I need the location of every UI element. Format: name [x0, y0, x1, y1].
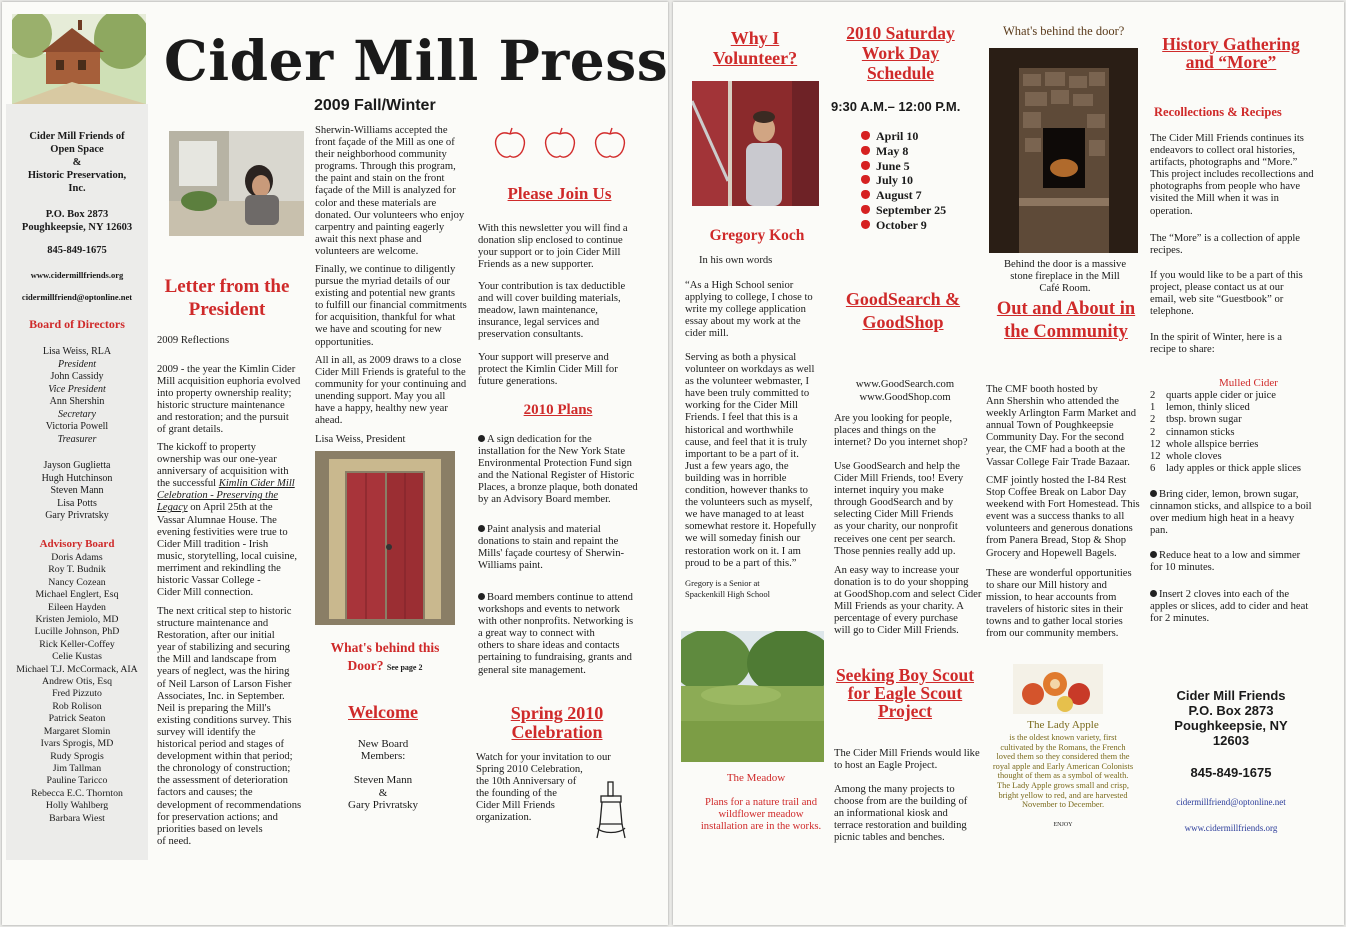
apple-bullet-icon: [478, 435, 485, 442]
ingredient-row: [1150, 427, 1301, 439]
cider-press-icon: [594, 780, 628, 840]
ingredient-qty: 2: [1150, 390, 1156, 401]
advisory-member: Fred Pizzuto: [52, 688, 102, 700]
page-right: [673, 2, 1344, 925]
advisory-member: Kristen Jemiolo, MD: [35, 614, 119, 626]
board-members-list: [6, 460, 148, 523]
plans-item-3: [478, 592, 633, 677]
org-name: [6, 130, 148, 195]
letter-title: Letter from the President: [164, 276, 290, 320]
board-member: Lisa Potts: [57, 497, 97, 509]
goodsearch-link[interactable]: www.GoodSearch.com: [855, 379, 955, 390]
welcome-line: Steven Mann: [353, 774, 413, 787]
advisory-member: Nancy Cozean: [48, 576, 106, 588]
advisory-member: Jim Tallman: [52, 762, 102, 774]
volunteer-note: Gregory is a Senior at Spackenkill High School: [685, 578, 770, 599]
contact-phone: 845-849-1675: [1190, 765, 1272, 780]
advisory-member: Eileen Hayden: [48, 601, 106, 613]
board-member: Steven Mann: [50, 485, 104, 496]
letter-col2-p2: Finally, we continue to diligently pursue the myriad details of our existing and potential new grants to fulfill our financial commitments for acquisition, thankful for what we have and scouting for new opportunities.: [315, 264, 467, 348]
schedule-date: [861, 188, 946, 203]
board-name: Victoria Powell: [45, 421, 109, 432]
red-apple-icon: [861, 220, 870, 229]
history-p3: If you would like to be a part of this project, please contact us at our email, web site “Guestbook” or telephone.: [1150, 270, 1303, 318]
sidebar: [6, 104, 148, 860]
apple-bullet-icon: [1150, 590, 1157, 597]
schedule-time: 9:30 A.M.– 12:00 P.M.: [831, 99, 961, 114]
ingredient-item: tbsp. brown sugar: [1166, 414, 1242, 426]
ingredient-row: [1150, 463, 1301, 475]
schedule-date-text: July 10: [876, 173, 914, 188]
plans-item-2: [478, 524, 624, 572]
welcome-line: Members:: [360, 750, 406, 763]
welcome-line: &: [378, 786, 388, 799]
volunteer-p1: “As a High School senior applying to college, I chose to write my college application essay about my work at the cider mill.: [685, 280, 813, 340]
board-role: President: [58, 358, 96, 370]
board-member: Jayson Guglietta: [43, 460, 111, 471]
goodshop-link[interactable]: www.GoodShop.com: [859, 391, 951, 403]
ingredient-item: whole cloves: [1166, 451, 1222, 463]
schedule-date: [861, 203, 946, 218]
schedule-date: [861, 144, 946, 159]
board-role: Vice President: [48, 383, 106, 395]
ingredient-qty: 6: [1150, 463, 1156, 475]
boyscout-p2: Among the many projects to choose from are the building of an informational kiosk and terrace restoration and building picnic tables and benches.: [834, 784, 968, 844]
red-apple-icon: [861, 131, 870, 140]
schedule-date: [861, 159, 946, 174]
advisory-member: Ivars Sprogis, MD: [40, 738, 114, 750]
door-heading: What's behind the door?: [1003, 24, 1125, 38]
welcome-line: New Board: [357, 738, 409, 750]
goodsearch-urls: [833, 379, 977, 404]
ingredient-item: lady apples or thick apple slices: [1166, 463, 1302, 475]
goodsearch-p2: Use GoodSearch and help the Cider Mill Friends, too! Every internet inquiry you make through GoodSearch and by selecting Cider Mill Friends as your charity, our nonprofit receives one cent per search. Those pennies really add up.: [834, 461, 964, 557]
history-subtitle: Recollections & Recipes: [1154, 105, 1282, 119]
plans-title: 2010 Plans: [523, 402, 593, 418]
spring-body: Watch for your invitation to our Spring 2010 Celebration, the 10th Anniversary of the founding of the Cider Mill Friends organization.: [476, 752, 611, 824]
masthead-title: Cider Mill Press: [164, 28, 668, 93]
ingredient-item: quarts apple cider or juice: [1166, 390, 1277, 401]
ingredient-item: cinnamon sticks: [1166, 426, 1235, 438]
welcome-body: [322, 738, 444, 811]
letter-p3: The next critical step to historic structure maintenance and Restoration, after our initial year of stabilizing and securing the Mill and landscape from years of neglect, was the hiring of Neil Larson of Larson Fisher Associates, Inc. in September. Neil is preparing the Mill's existing conditions survey. This survey will identify the historical period and stages of development within that period; the chronology of construction; the assessment of deterioration factors and causes; the development of recommendations for preservation actions; and priorities based on levels of need.: [157, 606, 302, 847]
advisory-member: Doris Adams: [51, 552, 103, 563]
door-caption: Behind the door is a massive stone fireplace in the Mill Café Room.: [1003, 259, 1127, 295]
community-title-text: Out and About in the Community: [996, 299, 1136, 342]
letter-signature: Lisa Weiss, President: [315, 434, 406, 445]
history-p2: The “More” is a collection of apple recipes.: [1150, 233, 1301, 257]
history-p1: The Cider Mill Friends continues its endeavors to collect oral histories, artifacts, photographs and “More.” This project includes recollections and photographs from people who have visited the Mill when it was in operation.: [1150, 133, 1314, 217]
contact-line: 12603: [1212, 733, 1250, 748]
letter-p2-text: on April 25th at the Vassar Alumnae House. The evening festivities were true to Cider Mill tradition - Irish music, storytelling, local cuisine, merriment and rekindling the historic Vassar College - Cider Mill connection.: [157, 502, 298, 599]
volunteer-title: Why I Volunteer?: [712, 28, 798, 68]
apple-bullet-icon: [1150, 551, 1157, 558]
apple-bullet-icon: [478, 593, 485, 600]
board-member: Gary Privratsky: [45, 510, 109, 521]
volunteer-p2: Serving as both a physical volunteer on workdays as well as the volunteer webmaster, I have been truly committed to working for the Cider Mill Friends. I feel that this is a historical and worthwhile cause, and feel that it is truly important to be a part of it. Just a few years ago, the building was in horrible condition, however thanks to the volunteers such as myself, we have managed to at least somewhat restore it. Hopefully we will someday finish our restoration work on it. I am proud to be a part of this.”: [685, 352, 817, 569]
plans-item-text: Paint analysis and material donations to stain and repaint the Mills' façade courtesy of Sherwin- Williams paint.: [478, 524, 625, 572]
advisory-list: [6, 552, 148, 825]
meadow-caption: Plans for a nature trail and wildflower meadow installation are in the works.: [700, 797, 822, 833]
board-title: Board of Directors: [29, 317, 125, 331]
join-p3: Your support will preserve and protect the Kimlin Cider Mill for future generations.: [478, 352, 618, 388]
recipe-ingredients: [1150, 390, 1301, 475]
advisory-member: Margaret Slomin: [43, 725, 111, 737]
lady-apple-body: is the oldest known variety, first cultivated by the Romans, the French loved them so they considered them the royal apple and Early American Colonists thought of them as a symbol of wealth. The Lady Apple grows small and crisp, bright yellow to red, and are harvested November to December.: [992, 733, 1134, 810]
welcome-title: Welcome: [348, 702, 418, 722]
advisory-member: Michael Englert, Esq: [35, 589, 119, 601]
org-line: Cider Mill Friends of: [29, 131, 125, 142]
recipe-step-2: [1150, 550, 1300, 574]
schedule-date-text: April 10: [876, 129, 919, 143]
mill-painting-image: [12, 14, 146, 104]
advisory-member: Lucille Johnson, PhD: [34, 626, 120, 638]
recipe-step-1: [1150, 489, 1312, 537]
schedule-date-text: September 25: [876, 202, 947, 217]
goodsearch-p3: An easy way to increase your donation is to do your shopping at GoodShop.com and select Cider Mill Friends as your charity. A percentage of every purchase will go to Cider Mill Friends.: [834, 565, 982, 637]
volunteer-name: Gregory Koch: [709, 227, 805, 244]
advisory-member: Rob Rolison: [52, 700, 102, 712]
advisory-member: Pauline Taricco: [46, 775, 108, 787]
community-p3: These are wonderful opportunities to share our Mill history and mission, to hear accounts from travelers of historic sites in their towns and to gather local stories from our community members.: [986, 568, 1132, 640]
recipe-step-text: Insert 2 cloves into each of the apples or slices, add to cider and heat for 2 minutes.: [1150, 589, 1309, 625]
fireplace-photo: [989, 48, 1138, 253]
door-teaser: [314, 639, 456, 677]
sidebar-email[interactable]: cidermillfriend@optonline.net: [21, 292, 133, 302]
recipe-step-text: Bring cider, lemon, brown sugar, cinnamon sticks, and allspice to a boil over medium high heat in a heavy pan.: [1150, 489, 1312, 537]
address-line: P.O. Box 2873: [45, 209, 109, 220]
page-left: [2, 2, 668, 925]
address-line: Poughkeepsie, NY 12603: [21, 222, 133, 233]
board-name: Lisa Weiss, RLA: [42, 346, 112, 357]
red-apple-icon: [861, 161, 870, 170]
contact-email[interactable]: cidermillfriend@optonline.net: [1176, 797, 1286, 807]
meadow-title: The Meadow: [726, 772, 786, 784]
contact-line: Cider Mill Friends: [1176, 688, 1286, 703]
org-line: Inc.: [68, 183, 86, 194]
board-member: Hugh Hutchinson: [41, 472, 113, 484]
advisory-member: Roy T. Budnik: [48, 564, 106, 576]
schedule-date-text: August 7: [876, 188, 922, 203]
advisory-member: Celie Kustas: [52, 651, 102, 663]
goodsearch-p1: Are you looking for people, places and things on the internet? Do you internet shop?: [834, 413, 968, 449]
board-role: Treasurer: [57, 433, 97, 445]
schedule-date: [861, 129, 946, 144]
red-apple-icon: [861, 175, 870, 184]
history-title: History Gathering and “More”: [1162, 34, 1300, 72]
history-p4: In the spirit of Winter, here is a recipe to share:: [1150, 332, 1282, 356]
advisory-member: Rudy Sprogis: [50, 750, 104, 762]
plans-item-text: A sign dedication for the installation for the New York State Environmental Protection Fund sign and the National Register of Historic Places, a bronze plaque, both donated by an Advisory Board member.: [478, 434, 638, 506]
schedule-date-text: May 8: [876, 143, 909, 158]
lady-apple-enjoy: ENJOY: [1053, 822, 1073, 828]
apple-icons: [492, 126, 632, 160]
contact-line: Poughkeepsie, NY: [1174, 718, 1288, 733]
ingredient-row: [1150, 402, 1301, 414]
community-p2: CMF jointly hosted the I-84 Rest Stop Coffee Break on Labor Day weekend with Fort Homestead. This event was a success thanks to all volunteers and generous donations from Panera Bread, Stop & Shop Grocery and Hopewell Bagels.: [986, 475, 1140, 559]
letter-col2-p3: All in all, as 2009 draws to a close Cider Mill Friends is grateful to the community for your continuing and unending support. May you all have a happy, healthy new year ahead.: [315, 355, 467, 427]
letter-event-name: Kimlin Cider Mill Celebration - Preserving the Legacy: [157, 478, 295, 514]
meadow-photo: [681, 631, 824, 762]
ingredient-qty: 2: [1150, 414, 1156, 426]
board-list: [6, 346, 148, 446]
spacer: [322, 762, 444, 774]
board-role: Secretary: [58, 408, 96, 420]
join-p1: With this newsletter you will find a donation slip enclosed to continue your support or to join Cider Mill Friends as a new supporter.: [478, 223, 628, 271]
sidebar-website[interactable]: www.cidermillfriends.org: [30, 270, 124, 280]
red-apple-icon: [861, 205, 870, 214]
schedule-date-text: June 5: [876, 158, 910, 173]
org-line: &: [72, 157, 82, 168]
red-apple-icon: [861, 146, 870, 155]
schedule-date: [861, 173, 946, 188]
advisory-member: Barbara Wiest: [49, 812, 105, 824]
spring-title: Spring 2010 Celebration: [510, 703, 604, 742]
lady-apple-title: The Lady Apple: [1027, 719, 1099, 731]
org-line: Historic Preservation,: [27, 170, 127, 181]
schedule-list: [861, 129, 946, 233]
goodsearch-title: GoodSearch & GoodShop: [845, 289, 961, 332]
org-line: Open Space: [50, 144, 104, 155]
ingredient-row: [1150, 390, 1301, 402]
boyscout-p1: The Cider Mill Friends would like to host an Eagle Project.: [834, 748, 980, 772]
board-name: John Cassidy: [50, 371, 104, 382]
ingredient-qty: 12: [1150, 451, 1161, 463]
advisory-member: Andrew Otis, Esq: [42, 676, 112, 688]
plans-item-1: [478, 434, 638, 507]
recipe-step-3: [1150, 589, 1308, 625]
advisory-member: Patrick Seaton: [48, 713, 106, 725]
ingredient-row: [1150, 414, 1301, 426]
contact-website[interactable]: www.cidermillfriends.org: [1184, 823, 1278, 833]
welcome-line: Gary Privratsky: [348, 798, 418, 811]
letter-p2-text: The kickoff to property ownership was our one-year anniversary of acquisition with the successful: [157, 442, 289, 490]
advisory-member: Rick Keller-Coffey: [39, 638, 115, 650]
ingredient-item: lemon, thinly sliced: [1166, 402, 1250, 414]
issue-date: 2009 Fall/Winter: [314, 97, 436, 114]
apple-bullet-icon: [1150, 490, 1157, 497]
red-door-photo: [315, 451, 455, 625]
letter-subhead: 2009 Reflections: [157, 335, 230, 346]
ingredient-row: [1150, 439, 1301, 451]
advisory-member: Holly Wahlberg: [45, 800, 109, 812]
ingredient-qty: 1: [1150, 402, 1156, 414]
board-name: Ann Shershin: [49, 396, 105, 407]
volunteer-photo: [692, 81, 819, 206]
ingredient-qty: 12: [1150, 438, 1161, 450]
join-p2: Your contribution is tax deductible and will cover building materials, meadow, lawn maintenance, insurance, legal services and preservation consultants.: [478, 281, 626, 341]
ingredient-qty: 2: [1150, 426, 1156, 438]
plans-item-text: Board members continue to attend workshops and events to network with other nonprofits. Networking is a great way to connect with others to share ideas and contacts pertaining to fundraising, grants and general site management.: [478, 592, 634, 676]
volunteer-intro: In his own words: [699, 255, 773, 266]
door-teaser-see-page[interactable]: See page 2: [386, 663, 423, 672]
recipe-title: Mulled Cider: [1219, 377, 1278, 389]
contact-line: P.O. Box 2873: [1188, 703, 1274, 718]
letter-col2-p1: Sherwin-Williams accepted the front façade of the Mill as one of their neighborhood community programs. Through this program, the paint and stain on the front façade of the Mill is analyzed for color and these materials are donated. Our volunteers who enjoy carpentry and painting eagerly await this next phase and volunteers are welcome.: [315, 125, 465, 257]
recipe-step-text: Reduce heat to a low and simmer for 10 minutes.: [1150, 550, 1301, 574]
schedule-date: [861, 218, 946, 233]
letter-p1: 2009 - the year the Kimlin Cider Mill acquisition euphoria evolved into property ownership reality; historic structure maintenance and restoration; and the pursuit of grant details.: [157, 364, 301, 436]
advisory-title: Advisory Board: [39, 538, 115, 550]
president-photo: [169, 131, 304, 236]
ingredient-item: whole allspice berries: [1166, 438, 1259, 450]
letter-p2: [157, 442, 297, 599]
community-title: [983, 298, 1149, 344]
advisory-member: Rebecca E.C. Thornton: [31, 787, 123, 799]
community-p1: The CMF booth hosted by Ann Shershin who attended the weekly Arlington Farm Market and annual Town of Poughkeepsie Community Day. For the second year, the CMF had a booth at the Vassar College Fair Trade Bazaar.: [986, 384, 1137, 468]
advisory-member: Michael T.J. McCormack, AIA: [16, 663, 138, 675]
boyscout-title: Seeking Boy Scout for Eagle Scout Project: [835, 665, 975, 721]
sidebar-address: [6, 208, 148, 234]
ingredient-row: [1150, 451, 1301, 463]
red-apple-icon: [861, 190, 870, 199]
apple-bullet-icon: [478, 525, 485, 532]
schedule-date-text: October 9: [876, 217, 927, 232]
sidebar-phone: 845-849-1675: [47, 245, 107, 256]
schedule-title: 2010 Saturday Work Day Schedule: [846, 23, 955, 83]
join-title: Please Join Us: [507, 184, 612, 203]
door-teaser-title: What's behind this Door?: [330, 640, 440, 673]
contact-block: [1151, 688, 1311, 748]
lady-apples-image: [1013, 664, 1103, 714]
